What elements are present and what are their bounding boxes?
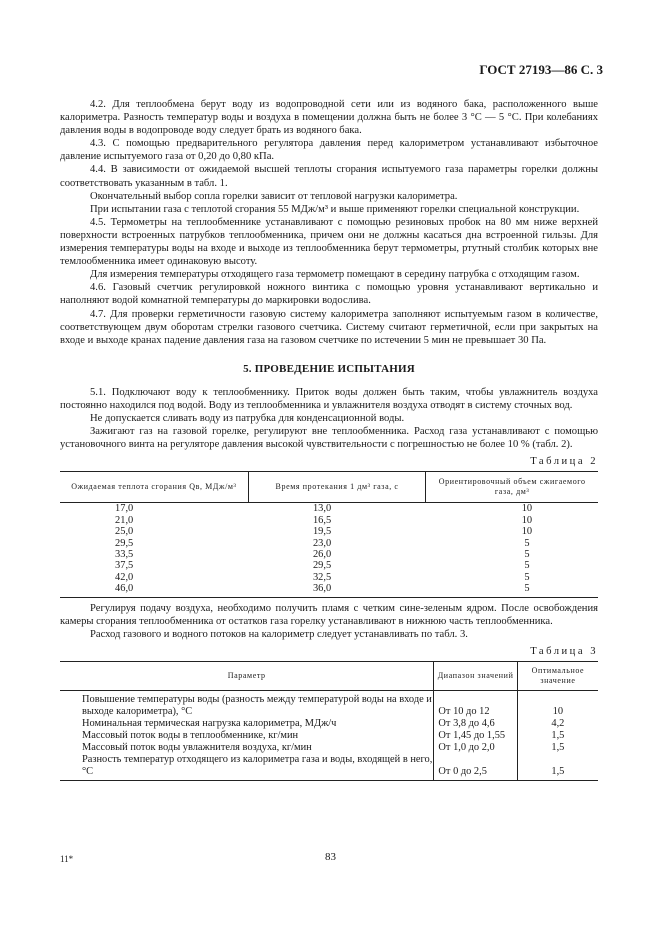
paragraph: 5.1. Подключают воду к теплообменнику. Приток воды должен быть таким, чтобы увлажнитель воздуха постоянно находился под водой. Воду из теплообменника и увлажнителя воздуха отводят в систему сточных вод. (60, 386, 598, 411)
paragraph: 4.7. Для проверки герметичности газовую систему калориметра заполняют испытуемым газом в количестве, соответствующем двум оборотам стрелки газового счетчика. Систему считают герметичной, если при закрытых на входе и выходе кранах падение давления газа на газовом счетчике по истечении 5 мин не превышает 30 Па. (60, 308, 598, 346)
table-row (60, 515, 598, 526)
table-cell: 1,5 (517, 730, 598, 742)
table3 (60, 661, 598, 781)
table-cell: 29,5 (115, 537, 134, 549)
column-header: Ожидаемая теплота сгорания Qв, МДж/м³ (60, 472, 248, 503)
paragraph: 4.5. Термометры на теплообменнике устанавливают с помощью резиновых пробок на 80 мм ниже верхней поверхности встроенных патрубков теплообменника, причем они не должны касаться дна встроенной гильзы. Для измерения температуры воды на входе и выходе из теплообменника берут термометры, ртутный столбик которых вне темлообменника имеет одинаковую высоту. (60, 216, 598, 268)
table2-header-row (60, 472, 598, 503)
table2-caption: Таблица 2 (530, 456, 598, 468)
section-title: 5. ПРОВЕДЕНИЕ ИСПЫТАНИЯ (243, 362, 415, 375)
column-header: Время протекания 1 дм³ газа, с (248, 472, 426, 503)
table-cell: От 10 до 12 (434, 691, 517, 719)
table-cell: 1,5 (517, 754, 598, 781)
table-cell: 42,0 (115, 571, 134, 583)
table-row (60, 572, 598, 583)
table-row (60, 526, 598, 537)
table2-body (60, 503, 598, 597)
table-row (60, 583, 598, 597)
table-row (60, 503, 598, 515)
paragraphs-top (60, 98, 598, 347)
table-cell: 10 (521, 514, 533, 526)
table-cell: 36,0 (248, 583, 426, 597)
paragraph: Зажигают газ на газовой горелке, регулируют вне теплообменника. Расход газа устанавливают с помощью установочного винта на регуляторе давления высокой чувствительности с погрешностью не более 10 % (табл. 2). (60, 426, 598, 451)
paragraph: Для измерения температуры отходящего газа термометр помещают в середину патрубка с отходящим газом. (90, 269, 580, 281)
table-cell: 1,5 (517, 742, 598, 754)
table-cell: От 1,45 до 1,55 (434, 730, 517, 742)
table-cell: 21,0 (115, 514, 134, 526)
table3-caption: Таблица 3 (530, 645, 598, 657)
table-row (60, 718, 598, 730)
column-header: Оптимальное значение (517, 662, 598, 691)
table-cell: 23,0 (312, 537, 332, 549)
table3-body (60, 691, 598, 781)
document-body (60, 98, 598, 781)
table2 (60, 471, 598, 597)
table-cell: 10 (517, 691, 598, 719)
paragraph: Не допускается сливать воду из патрубка для конденсационной воды. (90, 413, 405, 425)
paragraph: Расход газового и водного потоков на калориметр следует устанавливать по табл. 3. (90, 628, 468, 640)
table-cell: 5 (524, 560, 530, 572)
table-cell: 5 (524, 549, 530, 561)
page-header: ГОСТ 27193—86 С. 3 (479, 62, 603, 77)
table-cell: Повышение температуры воды (разность между температурой воды на входе и выходе калориметра), °С (82, 694, 432, 718)
table-cell: От 0 до 2,5 (434, 754, 517, 781)
table3-header-row (60, 662, 598, 691)
table-cell: 10 (521, 503, 533, 515)
table-cell: 10 (521, 526, 533, 538)
footer-mark: 11* (60, 854, 74, 864)
table-row (60, 538, 598, 549)
table-row (60, 549, 598, 560)
table-cell: 25,0 (115, 526, 134, 538)
paragraph: Регулируя подачу воздуха, необходимо получить пламя с четким сине-зеленым ядром. После освобождения камеры сгорания теплообменника от остатков газа горелку устанавливают в нижнюю часть теплообменника. (60, 602, 598, 627)
table-row (60, 754, 598, 781)
table-row (60, 560, 598, 571)
table-cell: 29,5 (312, 560, 332, 572)
table-row (60, 730, 598, 742)
table-cell: 4,2 (517, 718, 598, 730)
paragraph: 4.2. Для теплообмена берут воду из водопроводной сети или из водяного бака, расположенного выше калориметра. Разность температур воды и воздуха в помещении должна быть не более 3 °С — 5 °С. При колебаниях давления воды в водопроводе воду следует брать из водяного бака. (60, 99, 598, 137)
table-cell: 5 (524, 537, 530, 549)
table-cell: 13,0 (312, 503, 332, 515)
column-header: Диапазон значений (434, 662, 517, 691)
paragraph: 4.3. С помощью предварительного регулятора давления перед калориметром устанавливают избыточное давление испытуемого газа от 0,20 до 0,80 кПа. (60, 138, 598, 163)
column-header: Ориентировочный объем сжигаемого газа, дм³ (426, 472, 598, 503)
table-cell: 17,0 (115, 503, 134, 515)
page-number: 83 (325, 851, 336, 863)
table-cell: 32,5 (312, 571, 332, 583)
table-cell: Номинальная термическая нагрузка калориметра, МДж/ч (82, 718, 337, 730)
table-cell: 19,5 (312, 526, 332, 538)
table-row (60, 691, 598, 719)
paragraph: 4.6. Газовый счетчик регулировкой ножного винтика с помощью уровня устанавливают вертикально и наполняют водой комнатной температуры до маркировки водослива. (60, 282, 598, 307)
paragraphs-after-table2 (60, 602, 598, 641)
column-header: Параметр (60, 662, 434, 691)
paragraph: Окончательный выбор сопла горелки зависит от тепловой нагрузки калориметра. (90, 190, 458, 202)
table-cell: 26,0 (312, 549, 332, 561)
table-cell: 37,5 (115, 560, 134, 572)
table-cell: От 1,0 до 2,0 (434, 742, 517, 754)
paragraphs-mid (60, 386, 598, 451)
table-cell: Массовый поток воды в теплообменнике, кг/мин (82, 730, 299, 742)
table-cell: От 3,8 до 4,6 (434, 718, 517, 730)
paragraph: 4.4. В зависимости от ожидаемой высшей теплоты сгорания испытуемого газа параметры горелки должны соответствовать указанным в табл. 1. (60, 164, 598, 189)
table-cell: 5 (524, 571, 530, 583)
paragraph: При испытании газа с теплотой сгорания 55 МДж/м³ и выше применяют горелки специальной конструкции. (90, 203, 580, 215)
table-cell: 46,0 (60, 583, 248, 597)
table-cell: 5 (426, 583, 598, 597)
table-row (60, 742, 598, 754)
table-cell: 33,5 (115, 549, 134, 561)
table-cell: 16,5 (312, 514, 332, 526)
table-cell: Массовый поток воды увлажнителя воздуха, кг/мин (82, 742, 312, 754)
table-cell: Разность температур отходящего из калориметра газа и воды, входящей в него, °С (60, 754, 434, 781)
